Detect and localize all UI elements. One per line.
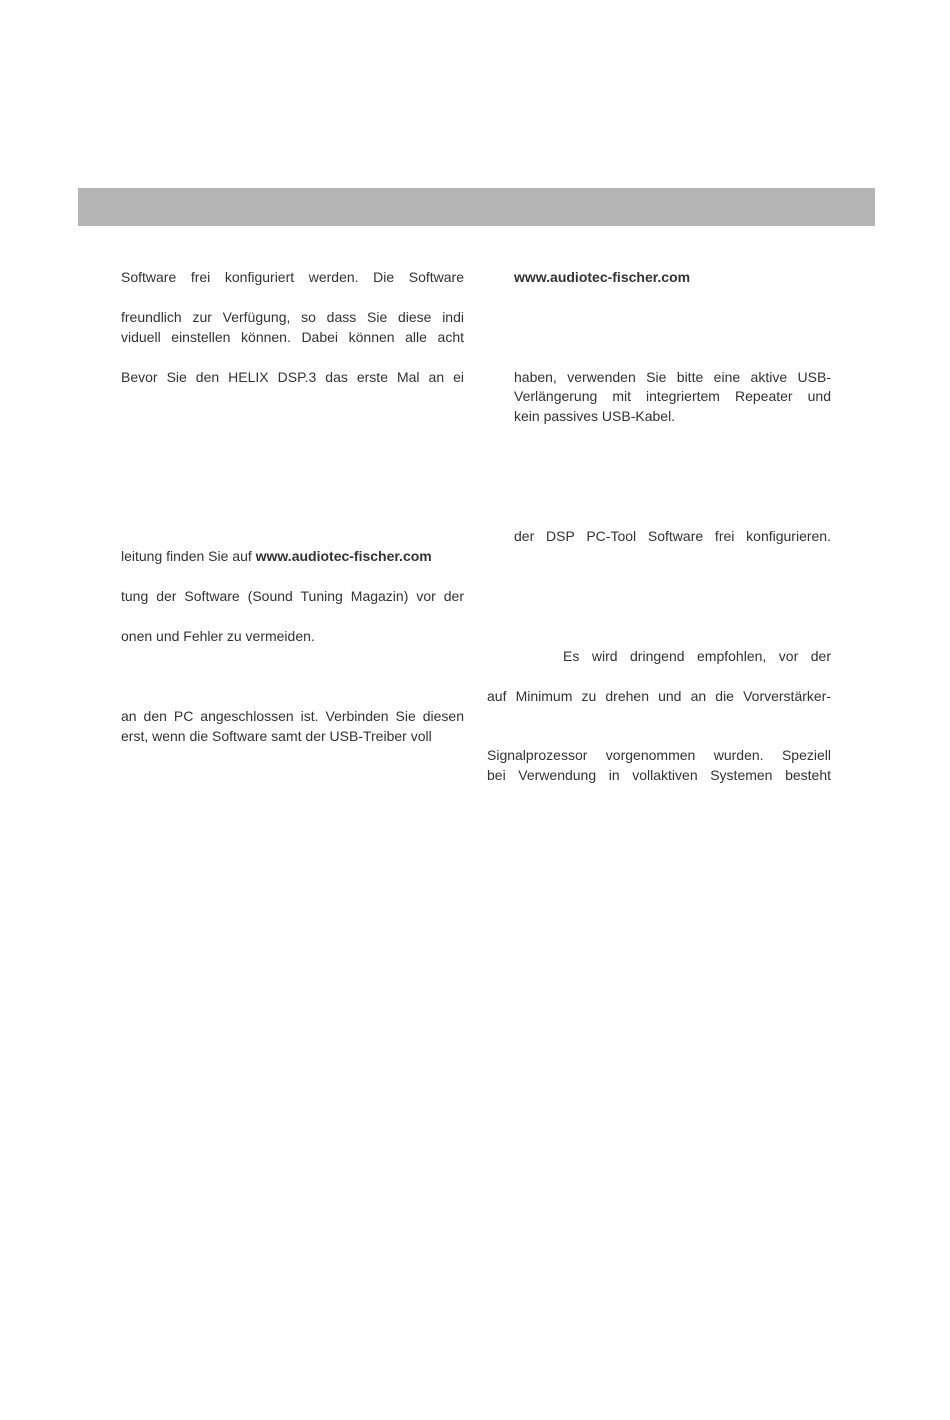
right-text-line-7: auf Minimum zu drehen und an die Vorverstärker-	[487, 688, 831, 704]
left-text-line-6: tung der Software (Sound Tuning Magazin) vor der	[121, 588, 464, 604]
left-text-line-9: erst, wenn die Software samt der USB-Treiber voll	[121, 728, 432, 744]
website-link[interactable]: www.audiotec-fischer.com	[255, 548, 432, 564]
right-text-line-5: der DSP PC-Tool Software frei konfigurieren.	[514, 528, 831, 544]
right-text-line-2: haben, verwenden Sie bitte eine aktive USB-	[514, 369, 831, 385]
left-text-line-1: Software frei konfiguriert werden. Die Software	[121, 269, 464, 285]
right-text-line-6: Es wird dringend empfohlen, vor der	[563, 648, 831, 664]
left-text-line-5-prefix: leitung finden Sie auf	[121, 548, 256, 564]
right-text-line-3: Verlängerung mit integriertem Repeater und	[514, 388, 831, 404]
right-text-line-9: bei Verwendung in vollaktiven Systemen besteht	[487, 767, 831, 783]
website-link-right[interactable]: www.audiotec-fischer.com	[514, 269, 691, 285]
left-text-line-5	[121, 546, 432, 566]
left-text-line-4: Bevor Sie den HELIX DSP.3 das erste Mal an ei	[121, 369, 464, 385]
right-text-line-4: kein passives USB-Kabel.	[514, 408, 676, 424]
left-text-line-3: viduell einstellen können. Dabei können alle acht	[121, 329, 464, 345]
left-text-line-2: freundlich zur Verfügung, so dass Sie diese indi	[121, 309, 464, 325]
left-text-line-7: onen und Fehler zu vermeiden.	[121, 628, 315, 644]
section-header-bar	[78, 188, 875, 226]
right-text-line-8: Signalprozessor vorgenommen wurden. Speziell	[487, 747, 831, 763]
left-text-line-8: an den PC angeschlossen ist. Verbinden Sie diesen	[121, 708, 464, 724]
